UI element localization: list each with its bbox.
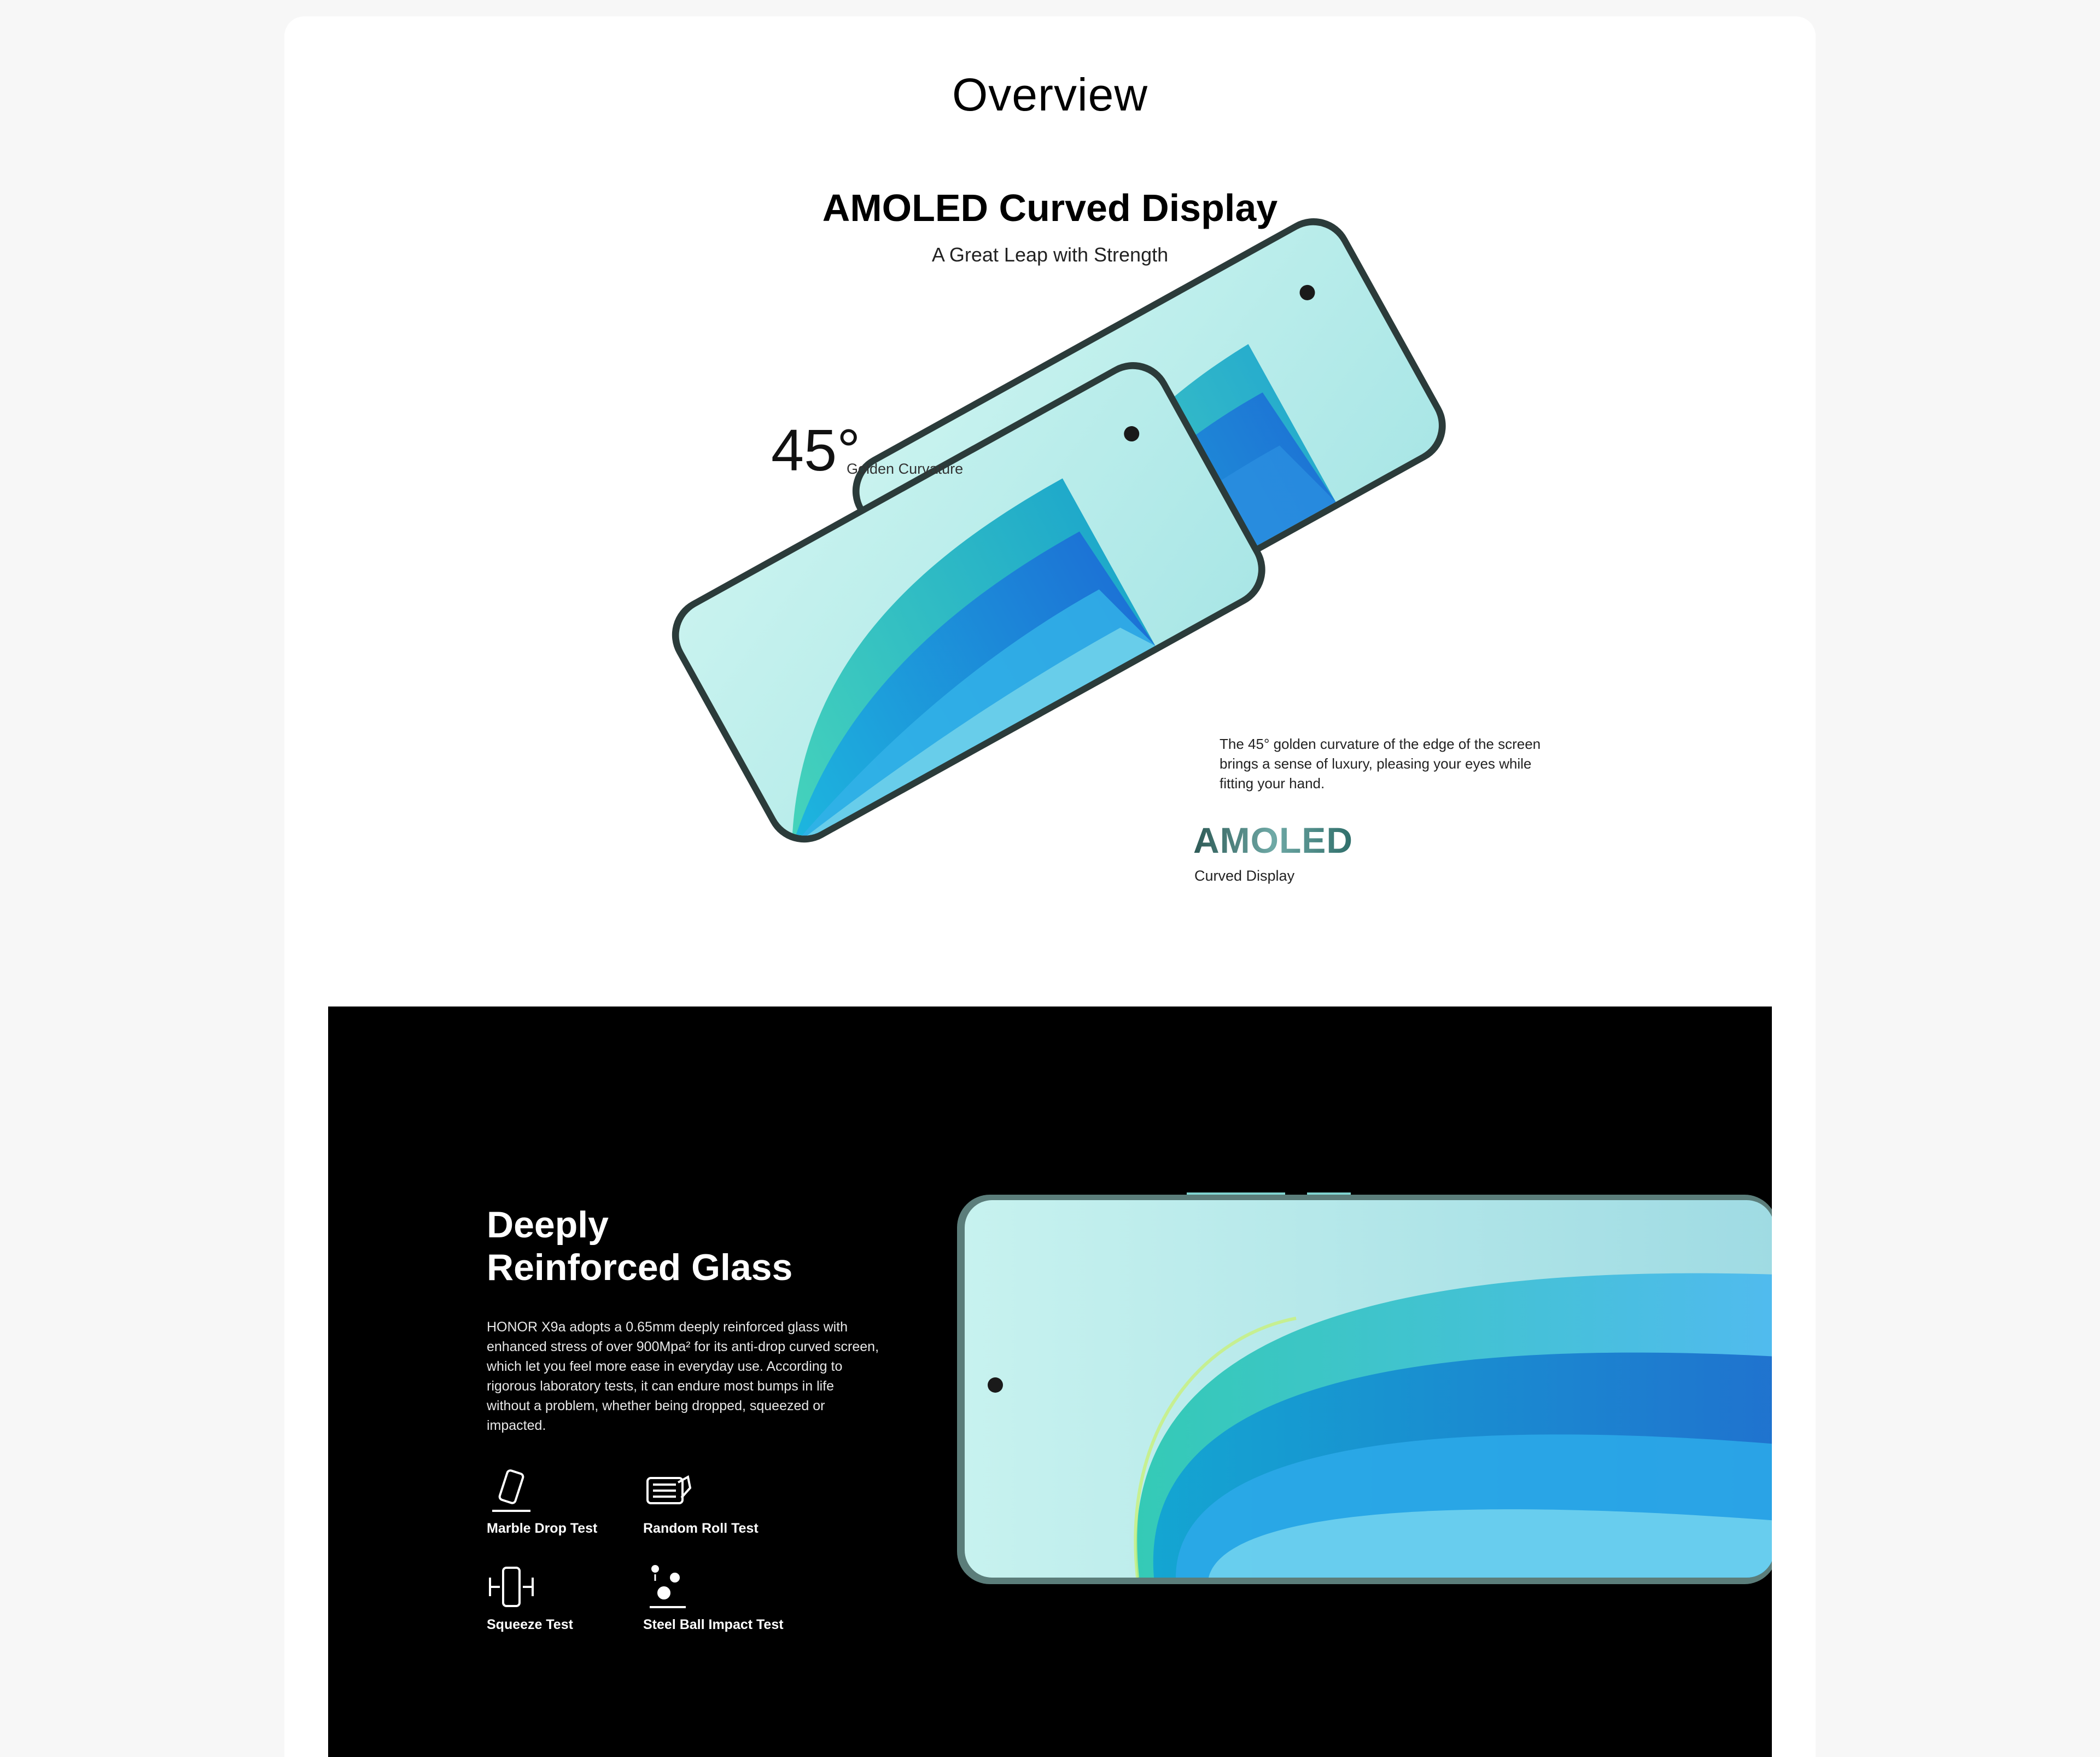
test-label: Squeeze Test <box>487 1617 573 1632</box>
glass-title <box>487 1203 792 1289</box>
glass-description: HONOR X9a adopts a 0.65mm deeply reinforced glass with enhanced stress of over 900Mpa² for its anti-drop curved screen, which let you feel more ease in everyday use. According to rigorous laboratory tests, it can endure most bumps in life without a problem, whether being dropped, squeezed or impacted. <box>487 1319 879 1433</box>
curved-phones-image <box>284 16 1816 1001</box>
overview-title: Overview <box>952 69 1148 120</box>
curvature-description: The 45° golden curvature of the edge of the screen brings a sense of luxury, pleasing your eyes while fitting your hand. <box>1220 736 1541 792</box>
test-label: Marble Drop Test <box>487 1521 598 1536</box>
test-label: Random Roll Test <box>643 1521 759 1536</box>
glass-title-line1: Deeply <box>487 1204 609 1246</box>
display-title: AMOLED Curved Display <box>822 187 1278 229</box>
test-marble-drop <box>487 1466 651 1537</box>
roll-test-icon <box>643 1466 692 1515</box>
glass-title-line2: Reinforced Glass <box>487 1247 793 1288</box>
amoled-caption: Curved Display <box>1194 868 1295 884</box>
test-label: Steel Ball Impact Test <box>643 1617 784 1632</box>
curvature-degree: 45° <box>771 417 861 483</box>
test-squeeze <box>487 1562 651 1633</box>
amoled-logo: AMOLED <box>1193 820 1353 860</box>
reinforced-glass-phone-image <box>957 1192 1772 1586</box>
overview-card <box>284 16 1816 1757</box>
test-random-roll <box>643 1466 807 1537</box>
steel-ball-icon <box>643 1562 692 1611</box>
squeeze-icon <box>487 1562 536 1611</box>
test-steel-ball <box>643 1562 807 1633</box>
display-subtitle: A Great Leap with Strength <box>931 243 1169 266</box>
phone-drop-icon <box>487 1466 536 1515</box>
curvature-label: Golden Curvature <box>847 461 964 477</box>
reinforced-glass-section <box>328 1007 1772 1757</box>
